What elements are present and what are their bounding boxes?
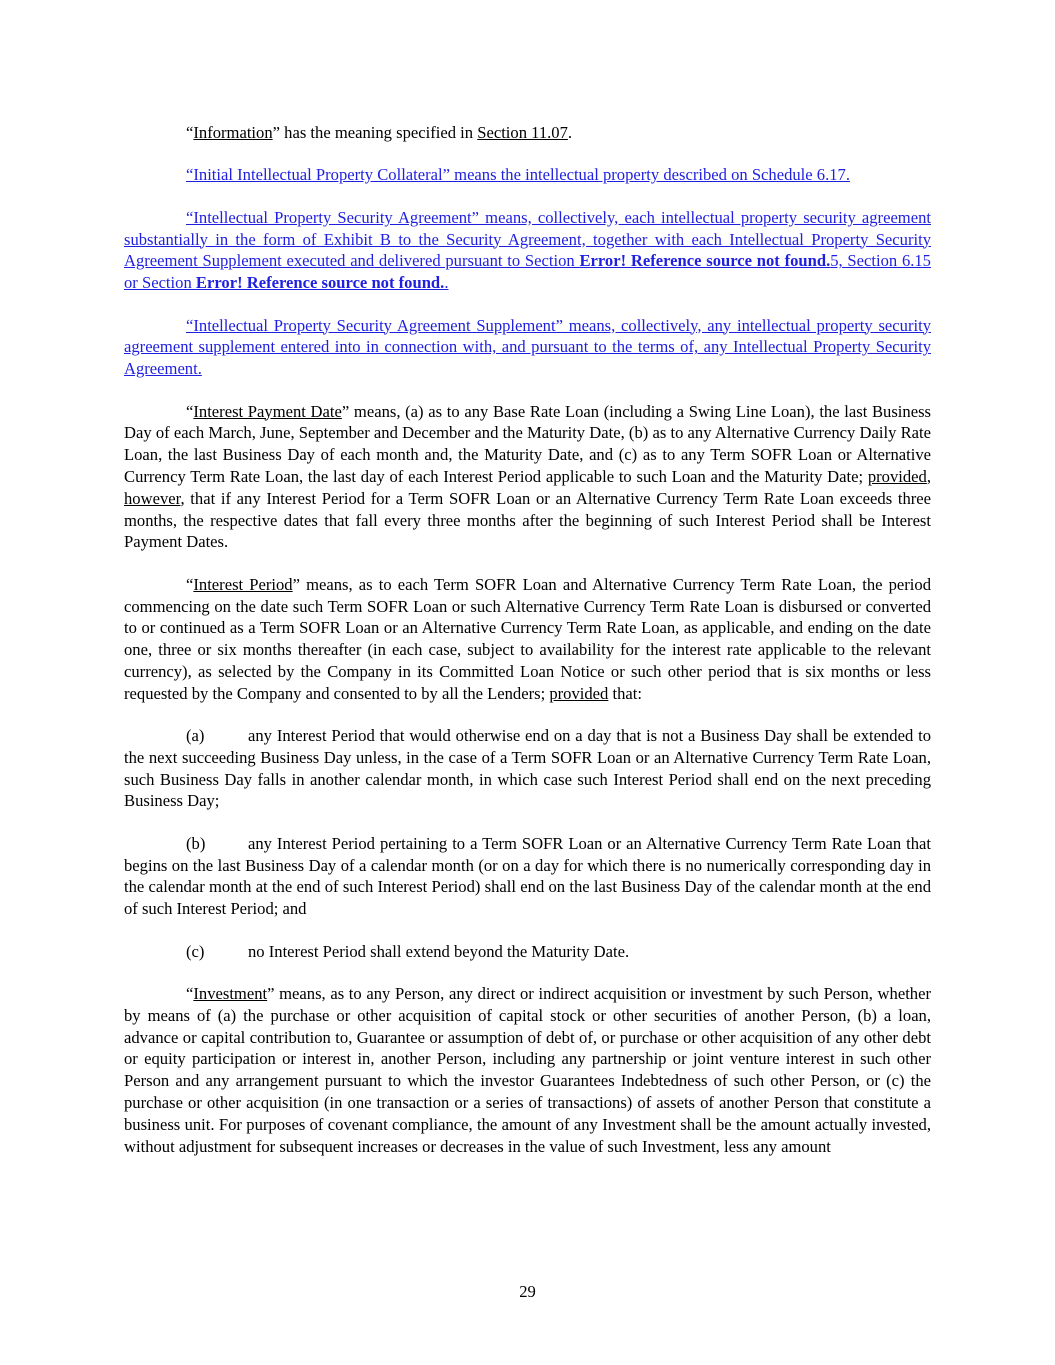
definition-ip-security-agreement-supplement: “Intellectual Property Security Agreement Supplement” means, collectively, any intellectual property security agreement supplement entered into in connection with, and pursuant to the terms of, any Intellectual Property Security Agreement. <box>124 315 931 379</box>
defined-term: Information <box>193 123 273 142</box>
definition-ip-security-agreement: “Intellectual Property Security Agreement” means, collectively, each intellectual property security agreement substantially in the form of Exhibit B to the Security Agreement, together with each Intellectual Property Security Agreement Supplement executed and delivered pursuant to Section Error! Reference source not found.5, Section 6.15 or Section Error! Reference source not found.. <box>124 207 931 293</box>
list-item: (a) any Interest Period that would otherwise end on a day that is not a Business Day shall be extended to the next succeeding Business Day unless, in the case of a Term SOFR Loan or an Alternative Currency Term Rate Loan, such Business Day falls in another calendar month, in which case such Interest Period shall end on the next preceding Business Day; <box>124 726 931 811</box>
page-number: 29 <box>519 1282 536 1301</box>
list-item: (b) any Interest Period pertaining to a Term SOFR Loan or an Alternative Currency Term Rate Loan that begins on the last Business Day of a calendar month (or on a day for which there is no numerically corresponding day in the calendar month at the end of such Interest Period) shall end on the last Business Day of the calendar month at the end of such Interest Period; and <box>124 833 931 919</box>
defined-term: Interest Period <box>193 574 293 594</box>
defined-term: Interest Payment Date <box>193 401 342 421</box>
section-reference: Section 11.07 <box>477 123 568 142</box>
error-reference: Error! Reference source not found. <box>195 273 445 293</box>
definition-interest-period: “Interest Period” means, as to each Term SOFR Loan and Alternative Currency Term Rate Loan, the period commencing on the date such Term SOFR Loan or such Alternative Currency Term Rate Loan is disbursed or converted to or continued as a Term SOFR Loan or an Alternative Currency Term Rate Loan, as applicable, and ending on the date one, three or six months thereafter (in each case, subject to availability for the interest rate applicable to the relevant currency), as selected by the Company in its Committed Loan Notice or such other period that is six months or less requested by the Company and consented to by all the Lenders; provided that: <box>124 574 932 703</box>
definition-information: “Information” has the meaning specified in Section 11.07. <box>186 123 573 142</box>
definition-initial-ip-collateral: “Initial Intellectual Property Collateral” means the intellectual property described on Schedule 6.17. <box>186 165 850 185</box>
defined-term: Investment <box>193 984 268 1004</box>
definition-interest-payment-date: “Interest Payment Date” means, (a) as to any Base Rate Loan (including a Swing Line Loan), the last Business Day of each March, June, September and December and the Maturity Date, (b) as to any Alternative Currency Daily Rate Loan, the last Business Day of each month and, the Maturity Date, and (c) as to any Term SOFR Loan or Alternative Currency Term Rate Loan, the last day of each Interest Period applicable to such Loan and the Maturity Date; provided, however, that if any Interest Period for a Term SOFR Loan or an Alternative Currency Term Rate Loan exceeds three months, the respective dates that fall every three months after the beginning of such Interest Period shall be Interest Payment Dates. <box>124 401 931 552</box>
document-page <box>124 122 931 1178</box>
definition-investment: “Investment” means, as to any Person, any direct or indirect acquisition or investment by such Person, whether by means of (a) the purchase or other acquisition of capital stock or other securities of another Person, (b) a loan, advance or capital contribution to, Guarantee or assumption of debt of, or purchase or other acquisition of any other debt or equity participation or interest in, another Person, including any partnership or joint venture interest in such other Person and any arrangement pursuant to which the investor Guarantees Indebtedness of such other Person, or (c) the purchase or other acquisition (in one transaction or a series of transactions) of assets of another Person that constitute a business unit. For purposes of covenant compliance, the amount of any Investment shall be the amount actually invested, without adjustment for subsequent increases or decreases in the value of such Investment, less any amount <box>124 984 931 1156</box>
error-reference: Error! Reference source not found. <box>579 251 831 271</box>
list-item: (c) no Interest Period shall extend beyond the Maturity Date. <box>186 941 630 961</box>
